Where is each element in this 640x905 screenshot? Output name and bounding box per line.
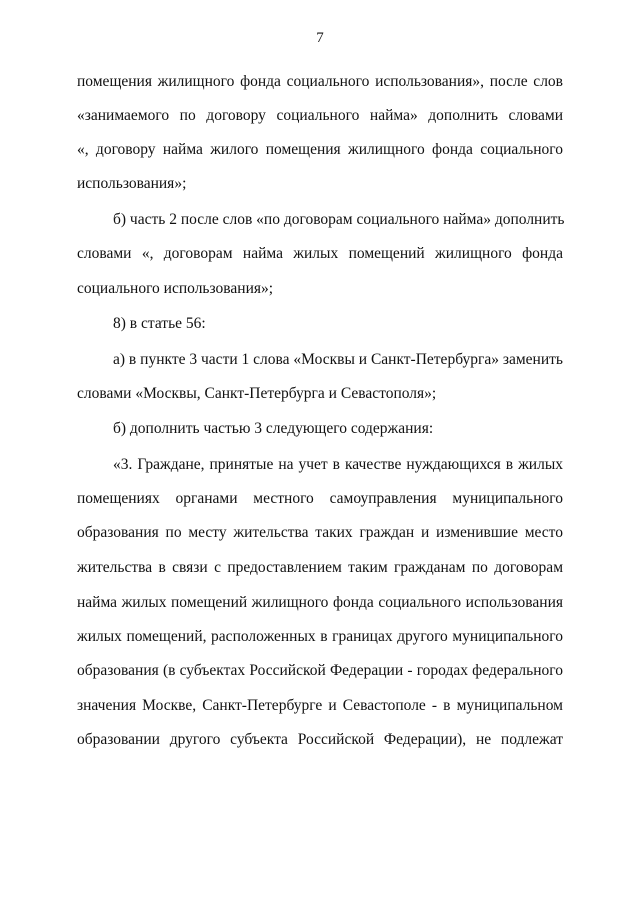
text-line: социального использования»; bbox=[77, 280, 274, 297]
text-line: использования»; bbox=[77, 175, 187, 192]
text-line: словами «Москвы, Санкт-Петербурга и Севастополя»; bbox=[77, 385, 437, 402]
text-line: «занимаемого по договору социального найма» дополнить словами bbox=[77, 107, 563, 124]
text-line: 8) в статье 56: bbox=[113, 315, 206, 332]
text-line: помещениях органами местного самоуправления муниципального bbox=[77, 490, 563, 507]
text-line: образования (в субъектах Российской Федерации - городах федерального bbox=[77, 662, 563, 679]
text-line: «3. Граждане, принятые на учет в качестве нуждающихся в жилых bbox=[113, 456, 563, 473]
page-number: 7 bbox=[316, 30, 324, 46]
text-line: образовании другого субъекта Российской Федерации), не подлежат bbox=[77, 731, 563, 748]
text-line: б) часть 2 после слов «по договорам социального найма» дополнить bbox=[113, 211, 565, 228]
text-line: помещения жилищного фонда социального использования», после слов bbox=[77, 73, 563, 90]
text-line: значения Москве, Санкт-Петербурге и Севастополе - в муниципальном bbox=[77, 697, 563, 714]
text-line: б) дополнить частью 3 следующего содержания: bbox=[113, 420, 434, 437]
text-line: жительства в связи с предоставлением таким гражданам по договорам bbox=[77, 559, 563, 576]
text-line: «, договору найма жилого помещения жилищного фонда социального bbox=[77, 141, 563, 158]
text-line: найма жилых помещений жилищного фонда социального использования bbox=[77, 594, 563, 611]
text-line: жилых помещений, расположенных в границах другого муниципального bbox=[77, 628, 563, 645]
text-line: а) в пункте 3 части 1 слова «Москвы и Санкт-Петербурга» заменить bbox=[113, 351, 563, 368]
text-line: словами «, договорам найма жилых помещений жилищного фонда bbox=[77, 245, 563, 262]
text-line: образования по месту жительства таких граждан и изменившие место bbox=[77, 524, 563, 541]
